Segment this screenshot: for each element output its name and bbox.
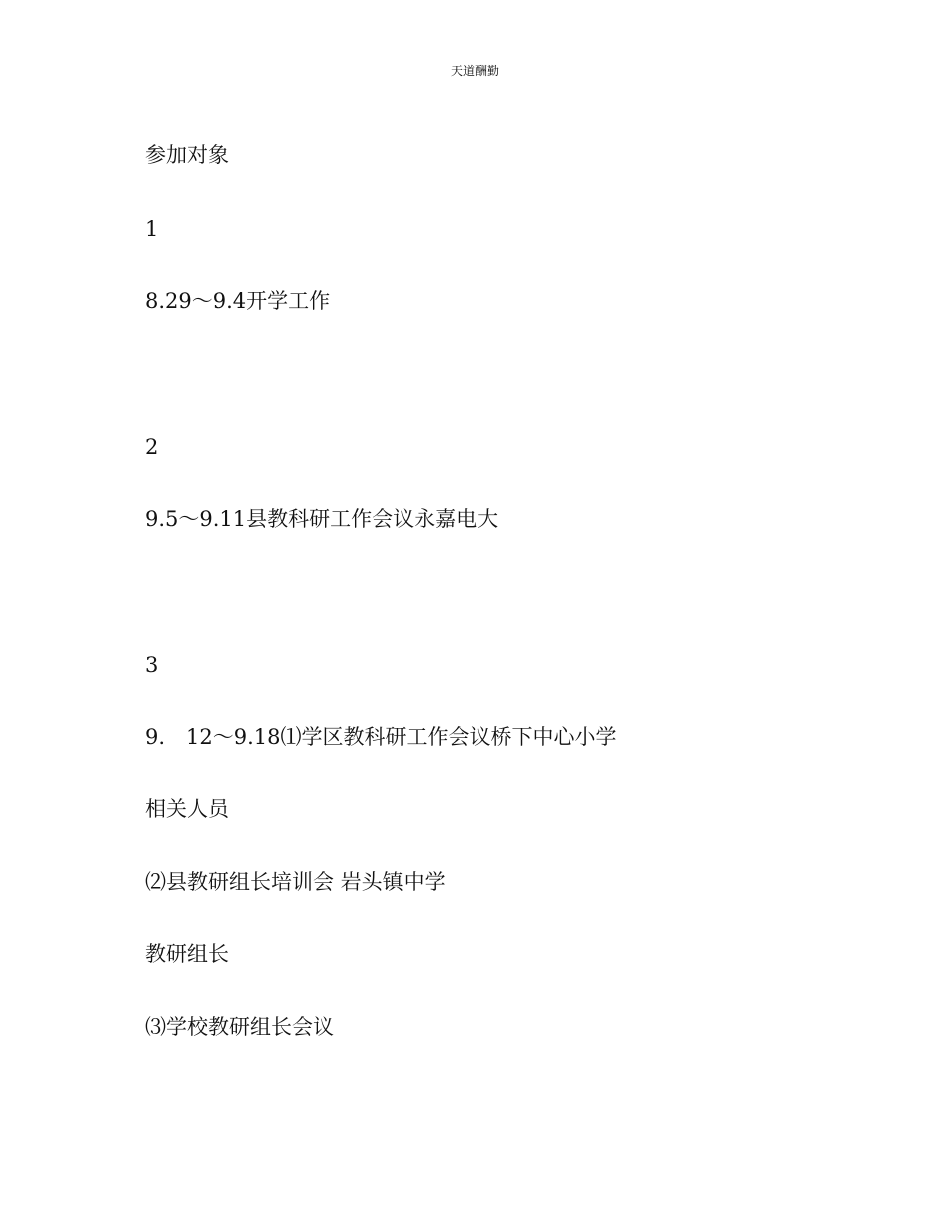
document-line-week-3-item-3: ⑶学校教研组长会议 xyxy=(145,1015,334,1039)
document-line-week-3-item-2: ⑵县教研组长培训会 岩头镇中学 xyxy=(145,870,446,894)
document-line-week-1-item: 8.29～9.4开学工作 xyxy=(145,289,331,313)
document-line-week-3-item-1: 9. 12～9.18⑴学区教科研工作会议桥下中心小学 xyxy=(145,725,617,749)
document-line-participants: 参加对象 xyxy=(145,143,229,167)
document-line-week-number-1: 1 xyxy=(145,217,159,241)
page-header: 天道酬勤 xyxy=(450,64,499,78)
document-line-week-number-3: 3 xyxy=(145,653,159,677)
document-line-group-leaders: 教研组长 xyxy=(145,942,229,966)
document-line-week-2-item: 9.5～9.11县教科研工作会议永嘉电大 xyxy=(145,507,499,531)
document-line-week-number-2: 2 xyxy=(145,435,159,459)
document-line-related-staff: 相关人员 xyxy=(145,797,229,821)
